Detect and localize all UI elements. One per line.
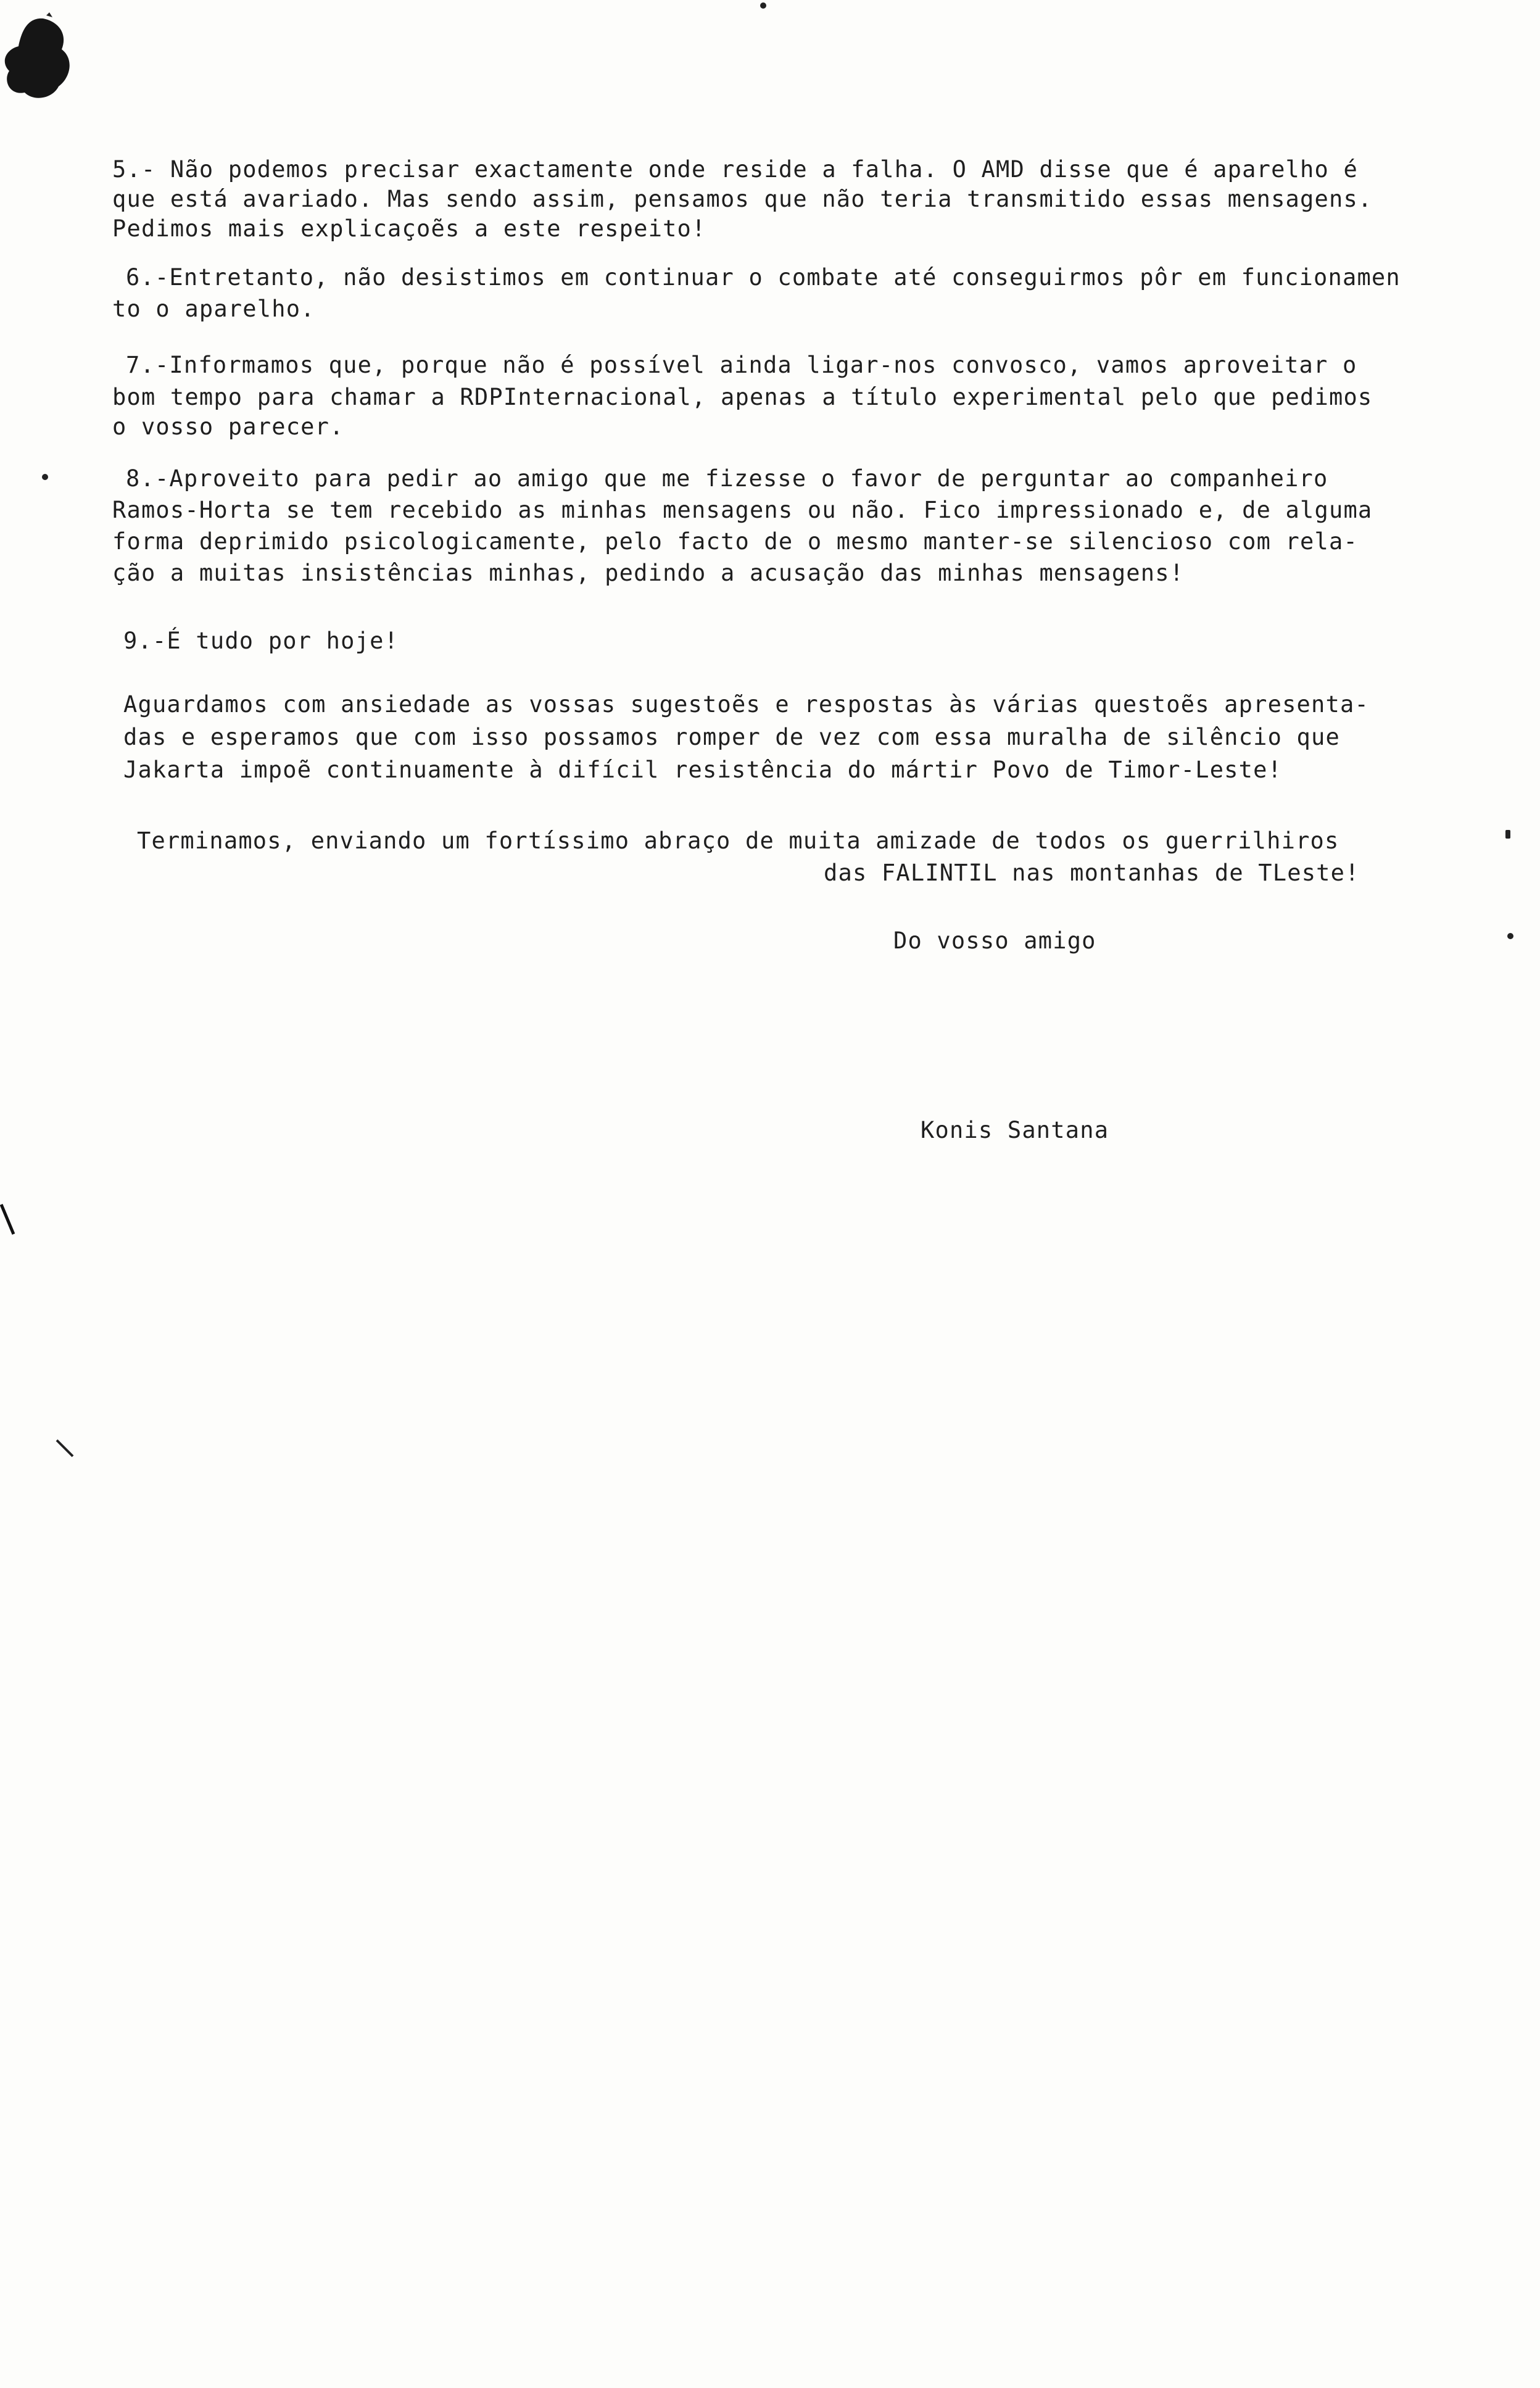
paragraph-11-line-1: Terminamos, enviando um fortíssimo abraço de muita amizade de todos os guerrilhiros [137, 827, 1339, 854]
edge-mark [56, 1438, 80, 1462]
paragraph-10-line-1: Aguardamos com ansiedade as vossas sugestoẽs e respostas às várias questoẽs apresenta- [123, 691, 1369, 718]
paragraph-7-line-2: bom tempo para chamar a RDPInternacional, apenas a título experimental pelo que pedimos [112, 384, 1373, 410]
paragraph-5-line-1: 5.- Não podemos precisar exactamente onde reside a falha. O AMD disse que é aparelho é [112, 156, 1358, 183]
paragraph-8-line-1: 8.-Aproveito para pedir ao amigo que me fizesse o favor de perguntar ao companheiro [126, 465, 1328, 492]
paragraph-7-line-3: o vosso parecer. [112, 413, 344, 440]
speck-mark [42, 474, 48, 480]
paragraph-10-line-3: Jakarta impoẽ continuamente à difícil resistência do mártir Povo de Timor-Leste! [123, 757, 1283, 783]
paragraph-5-line-2: que está avariado. Mas sendo assim, pensamos que não teria transmitido essas mensagens. [112, 186, 1373, 212]
paragraph-8-line-3: forma deprimido psicologicamente, pelo facto de o mesmo manter-se silencioso com rela- [112, 528, 1358, 555]
edge-mark [0, 1203, 19, 1240]
paragraph-10-line-2: das e esperamos que com isso possamos romper de vez com essa muralha de silêncio que [123, 724, 1340, 750]
speck-mark [1507, 933, 1513, 939]
signature-name: Konis Santana [921, 1117, 1109, 1143]
speck-mark [1505, 830, 1510, 839]
closing-line: Do vosso amigo [893, 927, 1096, 954]
paragraph-7-line-1: 7.-Informamos que, porque não é possível ainda ligar-nos convosco, vamos aproveitar o [126, 352, 1357, 378]
paragraph-6-line-1: 6.-Entretanto, não desistimos em continuar o combate até conseguirmos pôr em funcionamen [126, 264, 1401, 291]
paragraph-11-line-2: das FALINTIL nas montanhas de TLeste! [824, 860, 1360, 886]
paragraph-8-line-4: ção a muitas insistências minhas, pedindo a acusação das minhas mensagens! [112, 560, 1185, 586]
paragraph-6-line-2: to o aparelho. [112, 296, 315, 322]
speck-mark [760, 2, 766, 9]
paragraph-8-line-2: Ramos-Horta se tem recebido as minhas mensagens ou não. Fico impressionado e, de alguma [112, 497, 1373, 523]
ink-blot-mark [0, 12, 80, 105]
paragraph-9-line-1: 9.-É tudo por hoje! [123, 628, 399, 654]
paragraph-5-line-3: Pedimos mais explicaçoẽs a este respeito! [112, 215, 706, 242]
